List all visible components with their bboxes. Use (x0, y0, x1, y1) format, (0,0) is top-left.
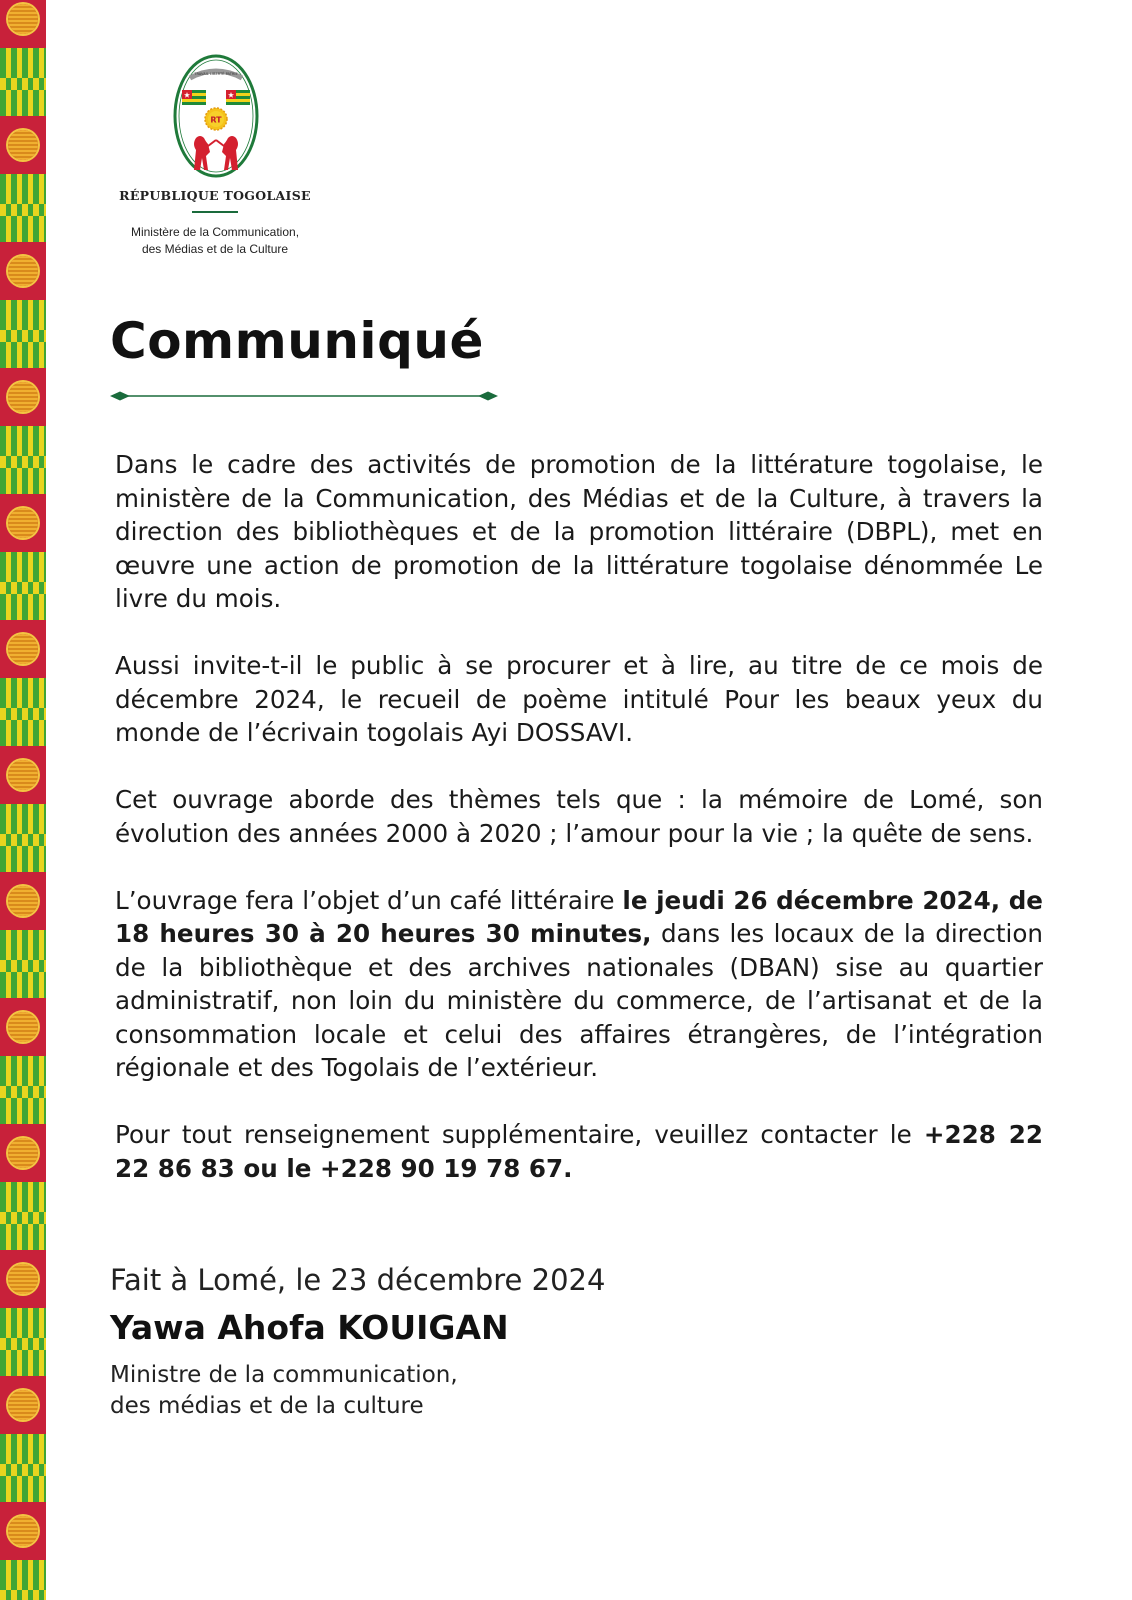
kente-stripe-band (0, 708, 46, 720)
event-date-time: le jeudi 26 décembre 2024, de 18 heures 30 à 20 heures 30 minutes, (115, 885, 1043, 948)
kente-red-tile (0, 1376, 46, 1434)
kente-stripe-band (0, 330, 46, 342)
signatory-role (110, 1360, 458, 1422)
page-title: Communiqué (110, 312, 484, 370)
kente-stripe-tile (0, 174, 46, 246)
kente-stripe-band (0, 834, 46, 846)
kente-red-tile (0, 746, 46, 804)
kente-stripe-band (0, 1212, 46, 1224)
place-and-date: Fait à Lomé, le 23 décembre 2024 (110, 1263, 606, 1297)
kente-stripe-band (0, 960, 46, 972)
kente-sun-motif-icon (8, 256, 38, 286)
kente-sun-motif-icon (8, 1138, 38, 1168)
kente-stripe-band (0, 204, 46, 216)
title-divider (110, 389, 498, 403)
paragraph-4-location: dans les locaux de la direction de la bibliothèque et des archives nationales (DBAN) sise au quartier administratif, non loin du ministère du commerce, de l’artisanat et de la consommation locale et celui des affaires étrangères, de l’intégration régionale et des Togolais de l’extérieur. (115, 919, 1043, 1082)
kente-sun-motif-icon (8, 1012, 38, 1042)
kente-stripe-band (0, 582, 46, 594)
kente-sun-motif-icon (8, 1264, 38, 1294)
kente-stripe-tile (0, 1560, 46, 1600)
kente-stripe-band (0, 1590, 46, 1600)
kente-red-tile (0, 1502, 46, 1560)
paragraph-2: Aussi invite-t-il le public à se procurer et à lire, au titre de ce mois de décembre 2024, le recueil de poème intitulé Pour les beaux yeux du monde de l’écrivain togolais Ayi DOSSAVI. (115, 651, 1043, 747)
kente-stripe-tile (0, 1056, 46, 1128)
kente-red-tile (0, 1124, 46, 1182)
sun-emblem-icon (205, 108, 227, 130)
flag-left-icon (182, 90, 206, 105)
kente-red-tile (0, 368, 46, 426)
kente-stripe-tile (0, 48, 46, 120)
communique-body (115, 448, 1043, 1185)
seal-initials-text: RT (210, 115, 222, 125)
paragraph-3: Cet ouvrage aborde des thèmes tels que : la mémoire de Lomé, son évolution des années 2000 à 2020 ; l’amour pour la vie ; la quête de sens. (115, 785, 1043, 848)
kente-red-tile (0, 242, 46, 300)
kente-sun-motif-icon (8, 4, 38, 34)
kente-sun-motif-icon (8, 886, 38, 916)
kente-stripe-band (0, 78, 46, 90)
kente-stripe-tile (0, 552, 46, 624)
seal-motto-text: TRAVAIL LIBERTÉ PATRIE (194, 72, 238, 76)
kente-stripe-tile (0, 1308, 46, 1380)
signatory-role-line-1: Ministre de la communication, (110, 1362, 458, 1388)
kente-stripe-tile (0, 1182, 46, 1254)
coat-of-arms-seal (172, 52, 260, 180)
kente-sun-motif-icon (8, 508, 38, 538)
kente-stripe-tile (0, 426, 46, 498)
kente-stripe-band (0, 1464, 46, 1476)
kente-stripe-band (0, 456, 46, 468)
ministry-line-2: des Médias et de la Culture (141, 242, 289, 256)
kente-stripe-tile (0, 804, 46, 876)
kente-sun-motif-icon (8, 1390, 38, 1420)
kente-red-tile (0, 1250, 46, 1308)
paragraph-1: Dans le cadre des activités de promotion de la littérature togolaise, le ministère de la Communication, des Médias et de la Culture, à travers la direction des bibliothèques et de la promotion littéraire (DBPL), met en œuvre une action de promotion de la littérature togolaise dénommée Le livre du mois. (115, 450, 1043, 613)
kente-stripe-tile (0, 930, 46, 1002)
kente-stripe-band (0, 1086, 46, 1098)
kente-stripe-tile (0, 300, 46, 372)
kente-sun-motif-icon (8, 1516, 38, 1546)
kente-red-tile (0, 494, 46, 552)
country-name: RÉPUBLIQUE TOGOLAISE (119, 188, 311, 203)
ministry-line-1: Ministère de la Communication, (130, 225, 300, 239)
kente-red-tile (0, 872, 46, 930)
kente-sun-motif-icon (8, 634, 38, 664)
kente-stripe-band (0, 1338, 46, 1350)
kente-red-tile (0, 116, 46, 174)
kente-border (0, 0, 46, 1600)
kente-stripe-tile (0, 678, 46, 750)
paragraph-5-intro: Pour tout renseignement supplémentaire, veuillez contacter le (115, 1120, 924, 1149)
kente-sun-motif-icon (8, 382, 38, 412)
contact-phone-numbers: +228 22 22 86 83 ou le +228 90 19 78 67. (115, 1120, 1044, 1183)
kente-sun-motif-icon (8, 760, 38, 790)
signatory-name: Yawa Ahofa KOUIGAN (110, 1308, 509, 1347)
flag-right-icon (226, 90, 250, 105)
paragraph-5 (115, 1118, 1043, 1185)
header-divider (192, 211, 238, 213)
signatory-role-line-2: des médias et de la culture (110, 1393, 424, 1419)
paragraph-4 (115, 884, 1043, 1085)
kente-red-tile (0, 0, 46, 48)
paragraph-4-intro: L’ouvrage fera l’objet d’un café littéraire (115, 885, 623, 915)
kente-sun-motif-icon (8, 130, 38, 160)
kente-red-tile (0, 998, 46, 1056)
kente-red-tile (0, 620, 46, 678)
kente-stripe-tile (0, 1434, 46, 1506)
ministry-name (100, 224, 330, 258)
